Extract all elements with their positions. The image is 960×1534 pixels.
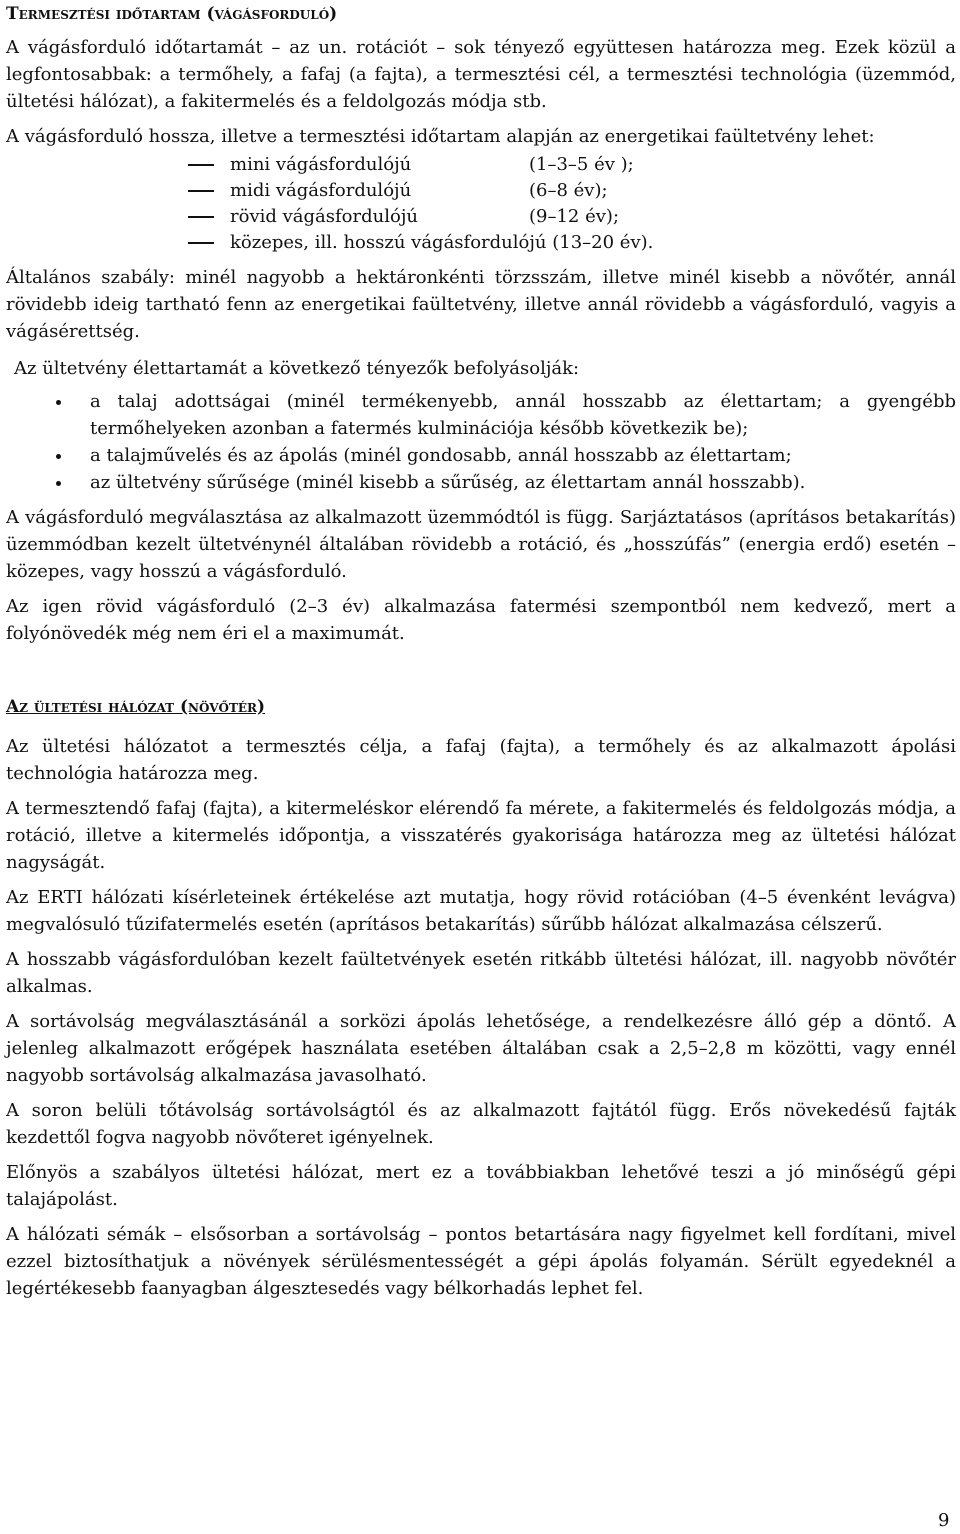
section-heading-planting-network: Az ültetési hálózat (növőtér) — [6, 697, 266, 717]
rotation-name: közepes, ill. hosszú vágásfordulójú (13–20 év). — [230, 232, 654, 253]
list-item — [6, 178, 956, 204]
paragraph-network-5: A soron belüli tőtávolság sortávolságtól és az alkalmazott fajtától függ. Erős növekedésű fajták kezdettől fogva nagyobb növőteret igényelnek. — [6, 1100, 956, 1148]
factor-text: a talajművelés és az ápolás (minél gondosabb, annál hosszabb az élettartam; — [90, 445, 792, 466]
rotation-years: (9–12 év); — [529, 206, 620, 227]
paragraph-rotation-intro: A vágásforduló időtartamát – az un. rotációt – sok tényező együttesen határozza meg. Ezek közül a legfontosabbak: a termőhely, a fafaj (a fajta), a termesztési cél, a termesztési technológia (üzemmód, ültetési hálózat), a fakitermelés és a feldolgozás módja stb. — [6, 37, 956, 112]
rotation-years: (1–3–5 év ); — [529, 154, 634, 175]
bullet-icon — [56, 481, 61, 486]
list-item — [6, 204, 956, 230]
section-heading-rotation: Termesztési időtartam (vágásforduló) — [6, 4, 338, 24]
list-item — [6, 469, 956, 496]
page-number: 9 — [938, 1510, 950, 1531]
paragraph-network-1: A termesztendő fafaj (fajta), a kitermeléskor elérendő fa mérete, a fakitermelés és feldolgozás módja, a rotáció, illetve a kitermelés időpontja, a visszatérés gyakorisága határozza meg az ültetési hálózat nagyságát. — [6, 798, 956, 873]
dash-marker — [188, 190, 214, 192]
paragraph-rotation-types: A vágásforduló hossza, illetve a termesztési időtartam alapján az energetikai faültetvény lehet: — [6, 126, 875, 147]
paragraph-rotation-choice: A vágásforduló megválasztása az alkalmazott üzemmódtól is függ. Sarjáztatásos (aprításos betakarítás) üzemmódban kezelt ültetvénynél általában rövidebb a rotáció, és „hosszúfás” (energia erdő) esetén – közepes, vagy hosszú a vágásforduló. — [6, 507, 956, 582]
paragraph-general-rule: Általános szabály: minél nagyobb a hektáronkénti törzsszám, illetve minél kisebb a növőtér, annál rövidebb ideig tartható fenn az energetikai faültetvény, illetve annál rövidebb a vágásforduló, vagyis a vágásérettség. — [6, 267, 956, 342]
list-item — [6, 152, 956, 178]
paragraph-lifespan-factors: Az ültetvény élettartamát a következő tényezők befolyásolják: — [14, 358, 580, 379]
paragraph-network-2: Az ERTI hálózati kísérleteinek értékelése azt mutatja, hogy rövid rotációban (4–5 évenként levágva) megvalósuló tűzifatermelés esetén (aprításos betakarítás) sűrűbb hálózat alkalmazása célszerű. — [6, 887, 956, 935]
paragraph-short-rotation: Az igen rövid vágásforduló (2–3 év) alkalmazása fatermési szempontból nem kedvező, mert a folyónövedék még nem éri el a maximumát. — [6, 596, 956, 644]
bullet-icon — [56, 454, 61, 459]
factor-text: a talaj adottságai (minél termékenyebb, annál hosszabb az élettartam; a gyengébb termőhelyeken azonban a fatermés kulminációja később következik be); — [90, 391, 956, 439]
dash-marker — [188, 216, 214, 218]
dash-marker — [188, 164, 214, 166]
rotation-name: midi vágásfordulójú — [230, 180, 412, 201]
lifespan-factor-list — [6, 388, 956, 496]
list-item — [6, 442, 956, 469]
bullet-icon — [56, 400, 61, 405]
dash-marker — [188, 242, 214, 244]
paragraph-network-4: A sortávolság megválasztásánál a sorközi ápolás lehetősége, a rendelkezésre álló gép a döntő. A jelenleg alkalmazott erőgépek használata esetében általában csak a 2,5–2,8 m közötti, vagy ennél nagyobb sortávolság alkalmazása javasolható. — [6, 1011, 956, 1086]
paragraph-network-0: Az ültetési hálózatot a termesztés célja, a fafaj (fajta), a termőhely és az alkalmazott ápolási technológia határozza meg. — [6, 736, 956, 784]
factor-text: az ültetvény sűrűsége (minél kisebb a sűrűség, az élettartam annál hosszabb). — [90, 472, 806, 493]
paragraph-network-6: Előnyös a szabályos ültetési hálózat, mert ez a továbbiakban lehetővé teszi a jó minőségű gépi talajápolást. — [6, 1162, 956, 1210]
list-item — [6, 388, 956, 442]
list-item — [6, 230, 956, 256]
rotation-list — [6, 152, 956, 256]
rotation-name: rövid vágásfordulójú — [230, 206, 418, 227]
rotation-name: mini vágásfordulójú — [230, 154, 412, 175]
rotation-years: (6–8 év); — [529, 180, 608, 201]
paragraph-network-7: A hálózati sémák – elsősorban a sortávolság – pontos betartására nagy figyelmet kell fordítani, mivel ezzel biztosíthatjuk a növények sérülésmentességét a gépi ápolás folyamán. Sérült egyedeknél a legértékesebb faanyagban álgesztesedés vagy bélkorhadás lephet fel. — [6, 1224, 956, 1299]
document-page — [6, 0, 956, 1302]
paragraph-network-3: A hosszabb vágásfordulóban kezelt faültetvények esetén ritkább ültetési hálózat, ill. nagyobb növőtér alkalmas. — [6, 949, 956, 997]
